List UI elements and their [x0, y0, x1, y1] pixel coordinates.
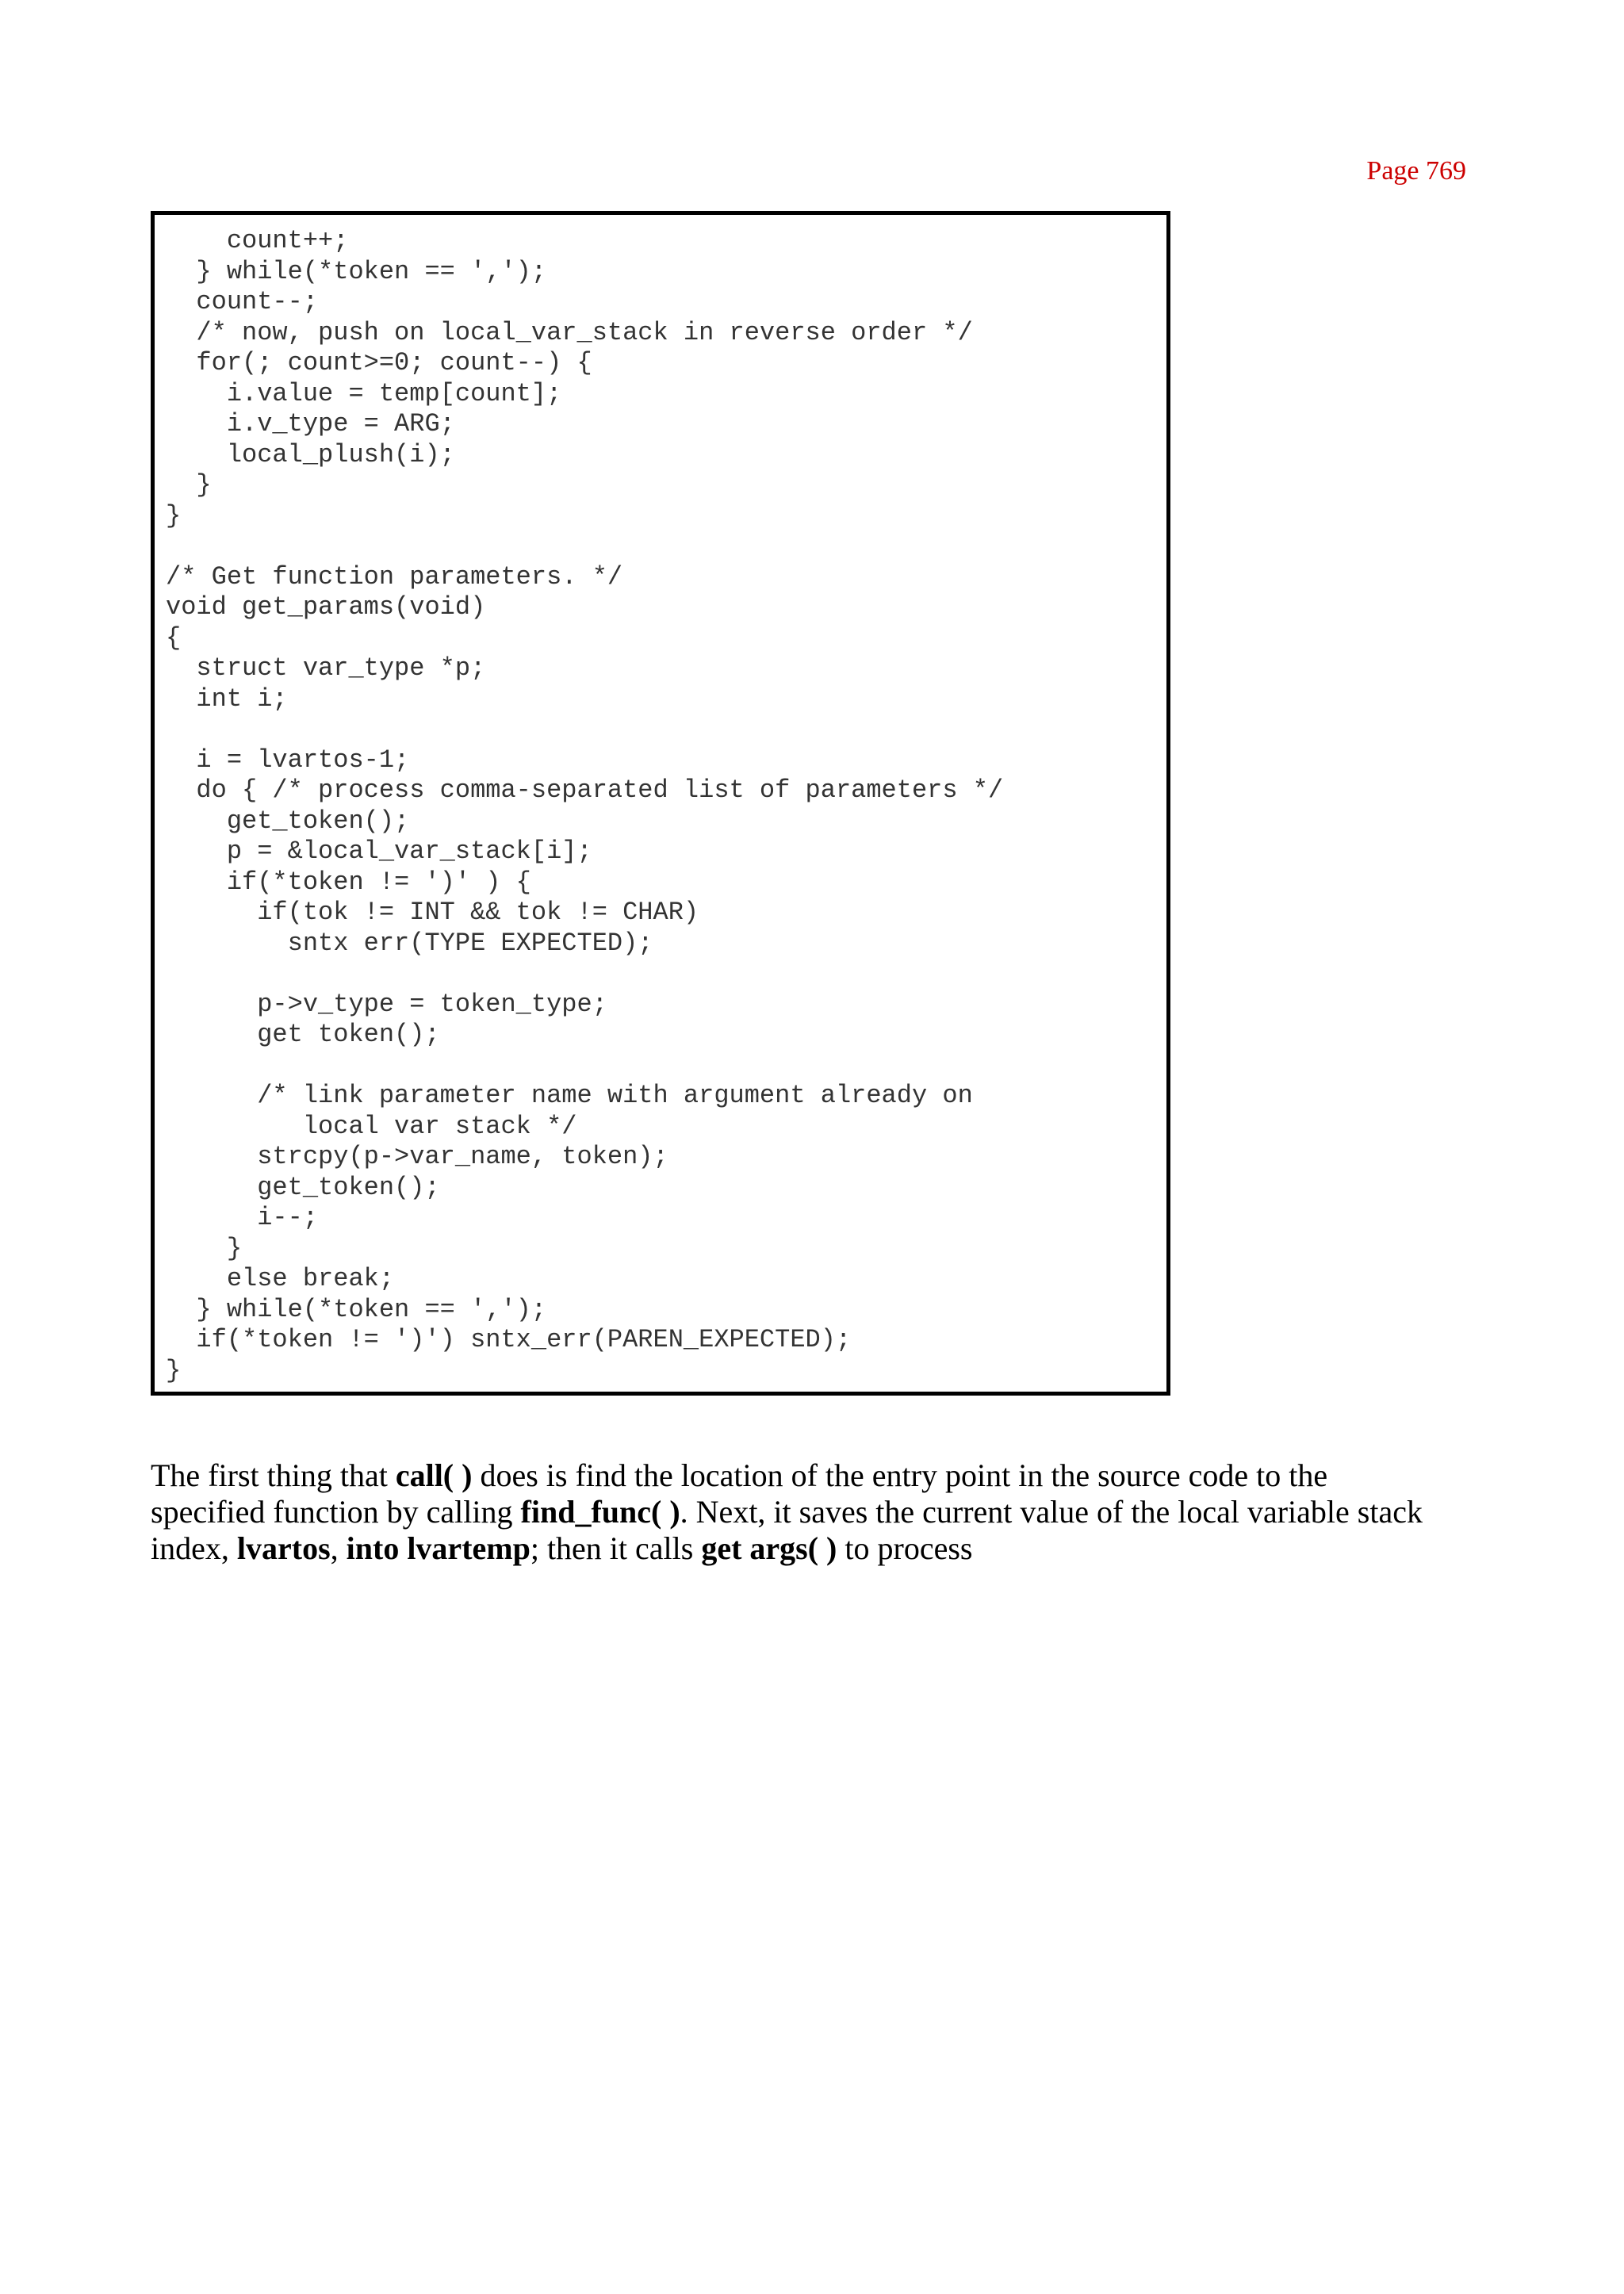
- code-line: get token();: [166, 1020, 440, 1049]
- code-line: void get_params(void): [166, 592, 486, 622]
- text-run: specified function by calling: [151, 1494, 521, 1530]
- function-name-get-args: get args( ): [701, 1530, 837, 1566]
- code-line: if(*token != ')') sntx_err(PAREN_EXPECTED);: [166, 1325, 852, 1354]
- code-line: if(tok != INT && tok != CHAR): [166, 898, 699, 927]
- code-line: if(*token != ')' ) {: [166, 867, 531, 897]
- code-line: }: [166, 1355, 182, 1385]
- code-line: }: [166, 500, 182, 530]
- code-line: {: [166, 622, 182, 653]
- code-line: i = lvartos-1;: [166, 745, 410, 775]
- paragraph-line: [151, 1530, 1483, 1567]
- text-run: ; then it calls: [530, 1530, 702, 1566]
- code-line: }: [166, 470, 212, 500]
- text-run: to process: [837, 1530, 973, 1566]
- text-run: ,: [330, 1530, 347, 1566]
- code-line: get_token();: [166, 1172, 440, 1202]
- code-line: get_token();: [166, 806, 410, 836]
- code-line: p = &local_var_stack[i];: [166, 837, 592, 866]
- code-line: i--;: [166, 1203, 319, 1232]
- code-line: int i;: [166, 684, 288, 714]
- code-line: [166, 1051, 1166, 1082]
- variable-name-lvartemp: into lvartemp: [346, 1530, 530, 1566]
- code-line: local_plush(i);: [166, 439, 455, 469]
- code-line: i.v_type = ARG;: [166, 409, 455, 439]
- paragraph-line: [151, 1457, 1483, 1494]
- code-line: /* link parameter name with argument already on: [166, 1081, 973, 1110]
- code-line: p->v_type = token_type;: [166, 989, 607, 1019]
- text-run: The first thing that: [151, 1457, 396, 1493]
- code-line: /* Get function parameters. */: [166, 561, 623, 592]
- code-line: [166, 714, 1166, 745]
- text-run: . Next, it saves the current value of the local variable stack: [680, 1494, 1423, 1530]
- code-line: do { /* process comma-separated list of parameters */: [166, 776, 1004, 805]
- text-run: index,: [151, 1530, 237, 1566]
- code-line: sntx err(TYPE EXPECTED);: [166, 928, 653, 958]
- code-line: for(; count>=0; count--) {: [166, 348, 592, 377]
- code-line: } while(*token == ',');: [166, 256, 547, 286]
- paragraph-line: [151, 1494, 1483, 1530]
- code-line: local var stack */: [166, 1111, 577, 1141]
- code-line: /* now, push on local_var_stack in reverse order */: [166, 317, 973, 347]
- code-line: }: [166, 1233, 243, 1263]
- text-run: does is find the location of the entry point in the source code to the: [472, 1457, 1328, 1493]
- variable-name-lvartos: lvartos: [236, 1530, 331, 1566]
- code-line: [166, 959, 1166, 990]
- body-paragraph: [151, 1457, 1483, 1567]
- code-line: struct var_type *p;: [166, 653, 486, 683]
- code-line: [166, 531, 1166, 562]
- code-listing-box: [151, 211, 1170, 1396]
- code-line: else break;: [166, 1264, 395, 1293]
- function-name-find-func: find_func( ): [520, 1494, 680, 1530]
- code-line: i.value = temp[count];: [166, 378, 562, 408]
- code-line: } while(*token == ',');: [166, 1294, 547, 1324]
- code-line: count--;: [166, 287, 319, 316]
- page-number: Page 769: [1366, 156, 1466, 186]
- function-name-call: call( ): [395, 1457, 473, 1493]
- code-line: strcpy(p->var_name, token);: [166, 1142, 668, 1171]
- code-line: count++;: [166, 226, 349, 255]
